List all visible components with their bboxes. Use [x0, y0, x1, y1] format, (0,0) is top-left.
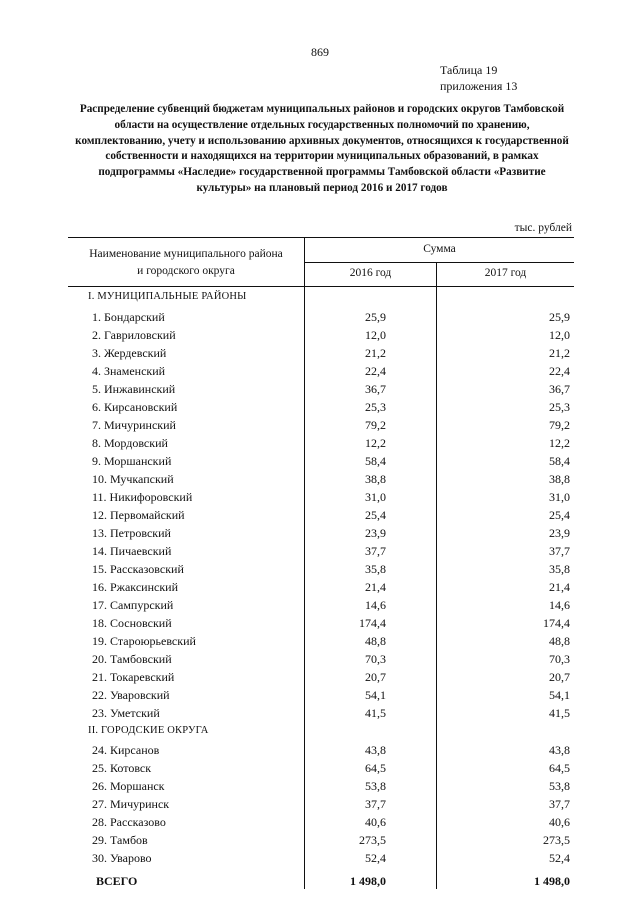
table-row	[0, 815, 640, 833]
row-value-2016: 20,7	[365, 670, 386, 684]
row-value-2017: 64,5	[549, 761, 570, 775]
sum-column-header: Сумма	[423, 243, 456, 255]
name-column-header-line2: и городского округа	[137, 265, 235, 277]
row-name: 6. Кирсановский	[92, 400, 178, 414]
row-name: 1. Бондарский	[92, 310, 165, 324]
page-number: 869	[311, 45, 329, 59]
row-value-2016: 48,8	[365, 634, 386, 648]
row-name: 20. Тамбовский	[92, 652, 172, 666]
table-row	[0, 310, 640, 328]
total-row	[0, 874, 640, 892]
row-value-2017: 25,4	[549, 508, 570, 522]
units-label: тыс. рублей	[514, 222, 572, 234]
row-name: 4. Знаменский	[92, 364, 166, 378]
row-value-2017: 36,7	[549, 382, 570, 396]
table-row	[0, 454, 640, 472]
row-value-2016: 31,0	[365, 490, 386, 504]
row-value-2016: 79,2	[365, 418, 386, 432]
table-row	[0, 706, 640, 724]
row-name: 30. Уварово	[92, 851, 152, 865]
row-value-2017: 54,1	[549, 688, 570, 702]
table-row	[0, 652, 640, 670]
row-value-2017: 37,7	[549, 797, 570, 811]
row-value-2017: 21,4	[549, 580, 570, 594]
year-2016-header: 2016 год	[349, 267, 392, 279]
table-row	[0, 472, 640, 490]
row-value-2016: 37,7	[365, 797, 386, 811]
row-value-2016: 14,6	[365, 598, 386, 612]
row-value-2017: 58,4	[549, 454, 570, 468]
row-value-2016: 21,4	[365, 580, 386, 594]
row-value-2016: 21,2	[365, 346, 386, 360]
total-label: ВСЕГО	[96, 874, 138, 888]
row-value-2017: 12,2	[549, 436, 570, 450]
row-name: 29. Тамбов	[92, 833, 148, 847]
row-name: 13. Петровский	[92, 526, 171, 540]
table-row	[0, 418, 640, 436]
row-value-2016: 38,8	[365, 472, 386, 486]
document-title: Распределение субвенций бюджетам муниципальных районов и городских округов Тамбовской области на осуществление отдельных государственных полномочий по хранению, комплектованию, учету и использованию архивных документов, относящихся к государственной собственности и находящихся на территории муниципальных образований, в рамках подпрограммы «Наследие» государственной программы Тамбовской области «Развитие культуры» на плановый период 2016 и 2017 годов	[75, 103, 569, 194]
row-value-2016: 25,4	[365, 508, 386, 522]
row-value-2016: 36,7	[365, 382, 386, 396]
row-value-2016: 174,4	[359, 616, 386, 630]
name-column-header	[68, 246, 304, 280]
row-name: 28. Рассказово	[92, 815, 166, 829]
row-value-2017: 79,2	[549, 418, 570, 432]
row-name: 19. Староюрьевский	[92, 634, 196, 648]
row-value-2017: 25,9	[549, 310, 570, 324]
row-name: 26. Моршанск	[92, 779, 165, 793]
row-value-2016: 12,0	[365, 328, 386, 342]
table-row	[0, 688, 640, 706]
section-title-city-districts: II. ГОРОДСКИЕ ОКРУГА	[88, 725, 209, 736]
table-row	[0, 562, 640, 580]
row-value-2017: 40,6	[549, 815, 570, 829]
row-value-2017: 273,5	[543, 833, 570, 847]
table-reference	[440, 62, 517, 94]
table-row	[0, 851, 640, 869]
row-name: 5. Инжавинский	[92, 382, 176, 396]
row-name: 22. Уваровский	[92, 688, 170, 702]
row-value-2016: 52,4	[365, 851, 386, 865]
header-bottom-border	[68, 286, 574, 287]
row-name: 14. Пичаевский	[92, 544, 172, 558]
row-name: 7. Мичуринский	[92, 418, 176, 432]
row-value-2017: 70,3	[549, 652, 570, 666]
row-value-2016: 37,7	[365, 544, 386, 558]
table-row	[0, 544, 640, 562]
row-name: 25. Котовск	[92, 761, 152, 775]
appendix-number: приложения 13	[440, 79, 518, 93]
row-value-2017: 25,3	[549, 400, 570, 414]
row-value-2017: 23,9	[549, 526, 570, 540]
table-row	[0, 490, 640, 508]
row-name: 12. Первомайский	[92, 508, 185, 522]
row-name: 11. Никифоровский	[92, 490, 193, 504]
row-value-2017: 38,8	[549, 472, 570, 486]
row-value-2017: 52,4	[549, 851, 570, 865]
table-row	[0, 833, 640, 851]
row-name: 15. Рассказовский	[92, 562, 184, 576]
row-value-2016: 53,8	[365, 779, 386, 793]
row-value-2017: 35,8	[549, 562, 570, 576]
table-top-border	[68, 237, 574, 238]
row-name: 16. Ржаксинский	[92, 580, 178, 594]
table-row	[0, 743, 640, 761]
row-value-2017: 21,2	[549, 346, 570, 360]
row-value-2017: 31,0	[549, 490, 570, 504]
row-name: 10. Мучкапский	[92, 472, 174, 486]
section-title-districts: I. МУНИЦИПАЛЬНЫЕ РАЙОНЫ	[88, 291, 247, 302]
table-row	[0, 400, 640, 418]
row-name: 3. Жердевский	[92, 346, 167, 360]
table-row	[0, 346, 640, 364]
row-value-2017: 37,7	[549, 544, 570, 558]
table-row	[0, 797, 640, 815]
table-row	[0, 580, 640, 598]
row-value-2017: 43,8	[549, 743, 570, 757]
row-value-2017: 14,6	[549, 598, 570, 612]
row-value-2016: 25,9	[365, 310, 386, 324]
table-row	[0, 382, 640, 400]
year-2017-header: 2017 год	[484, 267, 527, 279]
row-value-2017: 53,8	[549, 779, 570, 793]
row-value-2016: 12,2	[365, 436, 386, 450]
row-value-2017: 48,8	[549, 634, 570, 648]
table-row	[0, 436, 640, 454]
name-column-header-line1: Наименование муниципального района	[89, 248, 283, 260]
row-name: 18. Сосновский	[92, 616, 172, 630]
row-name: 21. Токаревский	[92, 670, 175, 684]
table-row	[0, 670, 640, 688]
row-value-2016: 273,5	[359, 833, 386, 847]
table-row	[0, 364, 640, 382]
row-value-2016: 70,3	[365, 652, 386, 666]
table-row	[0, 328, 640, 346]
table-row	[0, 598, 640, 616]
row-name: 2. Гавриловский	[92, 328, 176, 342]
row-name: 24. Кирсанов	[92, 743, 160, 757]
row-value-2017: 41,5	[549, 706, 570, 720]
row-value-2016: 58,4	[365, 454, 386, 468]
total-value-2016: 1 498,0	[350, 874, 386, 888]
row-value-2016: 43,8	[365, 743, 386, 757]
row-value-2017: 12,0	[549, 328, 570, 342]
row-value-2016: 41,5	[365, 706, 386, 720]
row-name: 27. Мичуринск	[92, 797, 170, 811]
total-value-2017: 1 498,0	[534, 874, 570, 888]
row-value-2017: 22,4	[549, 364, 570, 378]
row-value-2017: 174,4	[543, 616, 570, 630]
table-row	[0, 526, 640, 544]
row-value-2016: 64,5	[365, 761, 386, 775]
row-name: 17. Сампурский	[92, 598, 174, 612]
table-row	[0, 761, 640, 779]
table-row	[0, 634, 640, 652]
row-value-2016: 54,1	[365, 688, 386, 702]
row-value-2016: 25,3	[365, 400, 386, 414]
row-name: 8. Мордовский	[92, 436, 168, 450]
table-number: Таблица 19	[440, 63, 498, 77]
row-value-2016: 22,4	[365, 364, 386, 378]
row-value-2017: 20,7	[549, 670, 570, 684]
year-divider-line	[305, 262, 574, 263]
table-row	[0, 508, 640, 526]
row-name: 23. Уметский	[92, 706, 160, 720]
table-row	[0, 779, 640, 797]
row-name: 9. Моршанский	[92, 454, 172, 468]
table-row	[0, 616, 640, 634]
row-value-2016: 40,6	[365, 815, 386, 829]
row-value-2016: 23,9	[365, 526, 386, 540]
row-value-2016: 35,8	[365, 562, 386, 576]
